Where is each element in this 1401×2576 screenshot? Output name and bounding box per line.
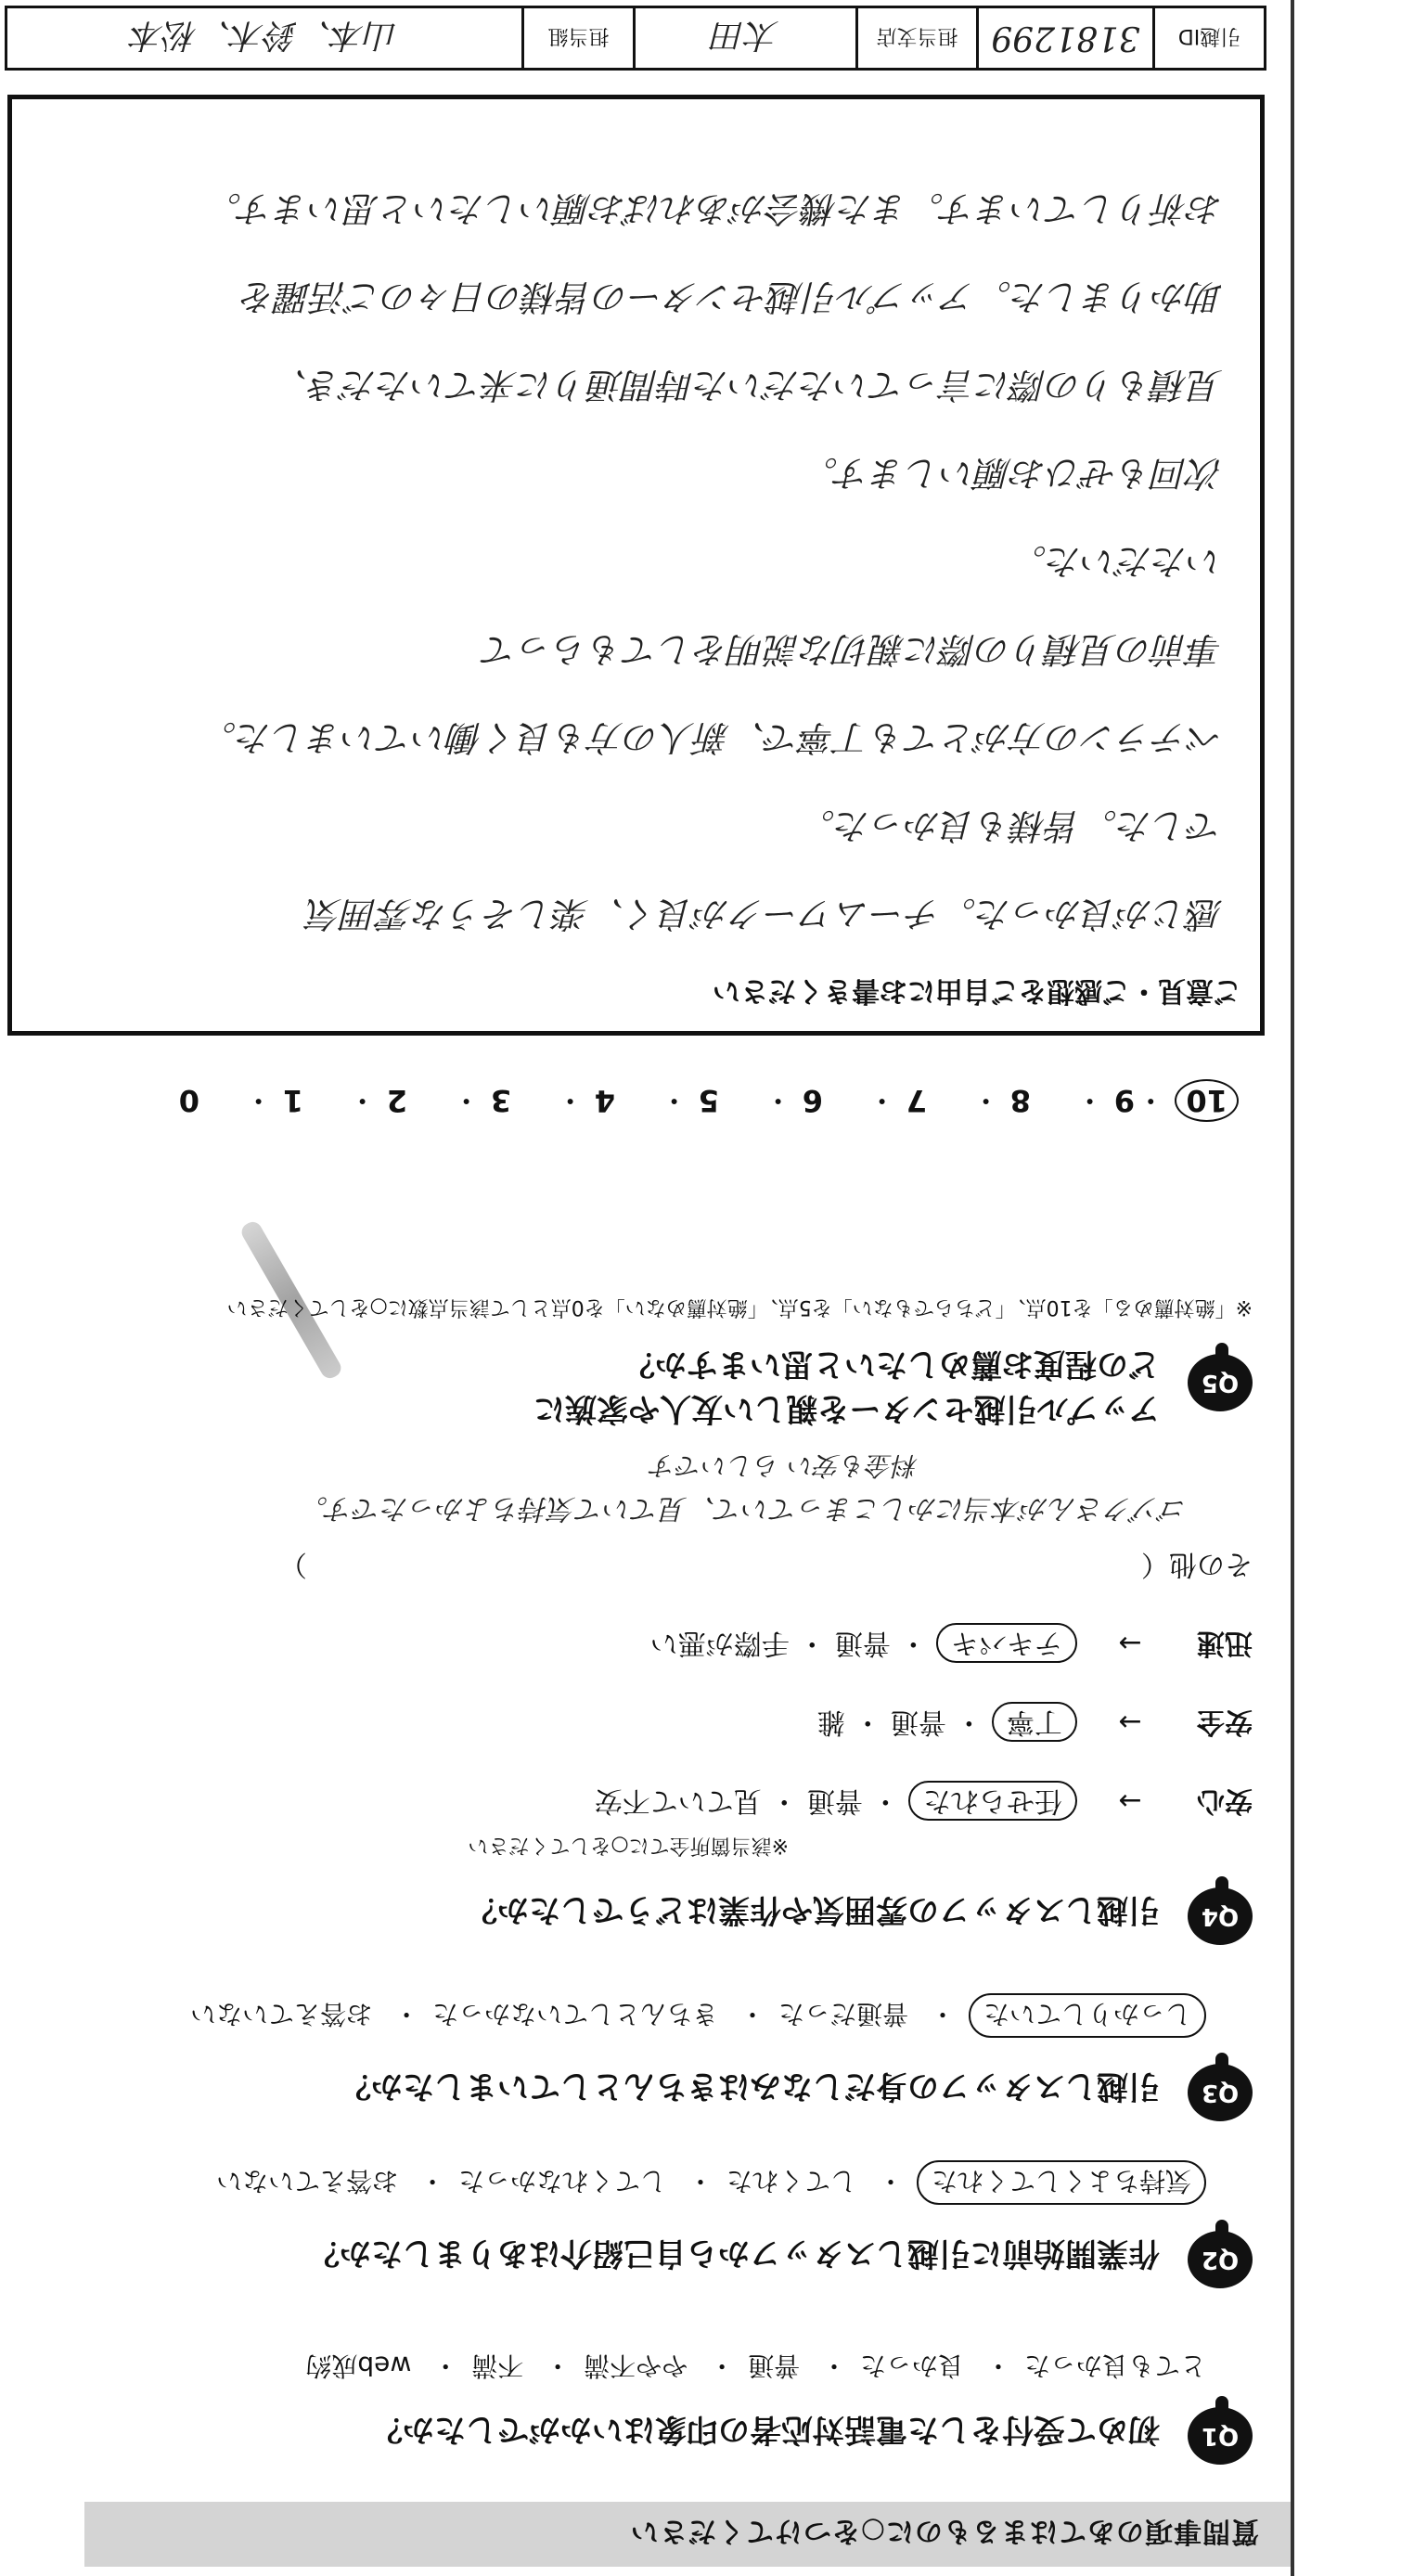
- q4-row-label: 安心: [1197, 1784, 1253, 1817]
- q4-option[interactable]: 普通: [806, 1784, 863, 1817]
- q5-text-line2: どの程度お薦めしたいと思いますか？: [623, 1346, 1160, 1383]
- q4-row-anzen: 安全 → 丁寧 ・ 普通 ・ 雑: [817, 1705, 1253, 1745]
- q1-option[interactable]: web成約: [305, 2351, 412, 2381]
- q1-option[interactable]: とても良かった: [1023, 2351, 1206, 2381]
- score-option[interactable]: 8: [1009, 1083, 1031, 1118]
- comment-line: いただいた。: [1010, 541, 1223, 582]
- instruction-text: 質問事項のあてはまるものに○をつけてください: [629, 2515, 1259, 2547]
- score-option[interactable]: 2: [386, 1083, 407, 1118]
- score-option[interactable]: 5: [698, 1083, 719, 1118]
- q4-option[interactable]: 手際が悪い: [649, 1627, 790, 1659]
- q4-option[interactable]: 普通: [834, 1627, 891, 1659]
- instruction-header: [84, 2502, 1291, 2567]
- q5-note: ※「絶対薦める」を10点、「どちらでもない」を5点、「絶対薦めない」を0点として該当点数に○をしてください: [226, 1295, 1253, 1319]
- comment-line: でした。皆様も良かった。: [799, 805, 1223, 846]
- comments-title: ご意見・ご感想をご自由にお書きください: [713, 974, 1241, 1007]
- left-border-line: [1291, 0, 1294, 2576]
- score-option[interactable]: 6: [802, 1083, 823, 1118]
- q4-option-selected[interactable]: テキパキ: [936, 1623, 1077, 1663]
- comment-line: 助かりました。アップル引越センターの皆様の日々のご活躍を: [240, 277, 1223, 317]
- q4-text: 引越しスタッフの雰囲気や作業はどうでしたか？: [466, 1891, 1160, 1928]
- branch-label: 担当支店: [855, 8, 976, 68]
- score-option[interactable]: 1: [282, 1083, 303, 1118]
- q3-option[interactable]: 普通だった: [778, 1999, 909, 2029]
- q2-options: 気持ちよくしてくれた・ してくれた・ してくれなかった・ お答えていない: [203, 2160, 1206, 2205]
- q4-other-label: その他（: [1141, 1548, 1253, 1580]
- q2-text: 作業開始前に引越しスタッフから自己紹介はありましたか？: [308, 2235, 1160, 2272]
- q3-option[interactable]: お答えていない: [190, 1999, 373, 2029]
- q4-note: ※該当箇所全てに○をしてください: [468, 1834, 789, 1857]
- branch-value: 太田: [633, 8, 855, 68]
- q4-option[interactable]: 雑: [816, 1706, 845, 1738]
- comment-line: お祈りしています。また機会があればお願いしたいと思います。: [206, 188, 1223, 229]
- comment-line: 感じが良かった。チームワークが良く、楽しそうな雰囲気: [306, 894, 1223, 934]
- q1-option[interactable]: 不満: [471, 2351, 524, 2381]
- q1-option[interactable]: 普通: [748, 2351, 801, 2381]
- q3-option-selected[interactable]: しっかりしていた: [969, 1993, 1206, 2038]
- q5-text-line1: アップル引越センターを親しい友人や家族に: [533, 1390, 1160, 1427]
- q3-badge: Q3: [1188, 2064, 1253, 2121]
- q2-option[interactable]: してくれた: [726, 2166, 857, 2196]
- q2-option-selected[interactable]: 気持ちよくしてくれた: [917, 2160, 1206, 2205]
- q1-badge: Q1: [1188, 2407, 1253, 2465]
- q4-badge: Q4: [1188, 1887, 1253, 1945]
- q5-badge: Q5: [1188, 1354, 1253, 1411]
- q2-option[interactable]: してくれなかった: [458, 2166, 667, 2196]
- q4-option[interactable]: 普通: [890, 1706, 946, 1738]
- score-option[interactable]: 7: [906, 1083, 927, 1118]
- q5-score-scale: 10 ・9 ・8 ・7 ・6 ・5 ・4 ・3 ・2 ・1 ・0: [96, 1081, 1239, 1124]
- q1-option[interactable]: やや不満: [584, 2351, 688, 2381]
- q1-options: とても良かった・ 良かった・ 普通・ やや不満・ 不満・ web成約: [292, 2349, 1206, 2386]
- q5-annotation: 料金も安い らしいです: [650, 1450, 919, 1481]
- q4-other-close: ）: [278, 1548, 307, 1580]
- q4-other: [279, 1547, 1253, 1588]
- q4-row-label: 安全: [1197, 1706, 1253, 1738]
- score-option[interactable]: 4: [594, 1083, 615, 1118]
- q3-option[interactable]: きちんとしていなかった: [432, 1999, 719, 2029]
- arrow-right-icon: →: [1118, 1784, 1142, 1817]
- q2-option[interactable]: お答えていない: [216, 2166, 399, 2196]
- q4-row-anshin: 安心 → 任せられた ・ 普通 ・ 見ていて不安: [595, 1784, 1253, 1824]
- q4-other-handwritten: ゴゾクさんが本当にかしこまっていて、見ていて気持ちよかったです。: [300, 1492, 1188, 1525]
- score-option[interactable]: 0: [178, 1083, 199, 1118]
- q4-option-selected[interactable]: 任せられた: [908, 1781, 1077, 1821]
- q4-option-selected[interactable]: 丁寧: [992, 1702, 1077, 1742]
- comment-line: 見積もりの際に言っていただいた時間通りに来ていただき、: [272, 365, 1223, 406]
- comments-box: [7, 95, 1265, 1036]
- score-selected[interactable]: 10: [1175, 1079, 1239, 1122]
- id-value: 3181299: [976, 8, 1152, 68]
- q2-badge: Q2: [1188, 2231, 1253, 2288]
- q3-options: しっかりしていた・ 普通だった・ きちんとしていなかった・ お答えていない: [177, 1993, 1206, 2038]
- team-value: 山本、鈴木、松本: [131, 16, 399, 55]
- comment-line: 事前の見積りの際に親切な説明をしてもらって: [482, 629, 1223, 670]
- q4-row-jinsoku: 迅速 → テキパキ ・ 普通 ・ 手際が悪い: [650, 1626, 1253, 1667]
- team-label: 担当組: [521, 8, 633, 68]
- q3-text: 引越しスタッフの身だしなみはきちんとしていましたか？: [340, 2067, 1160, 2105]
- comment-line: ベテランの方がとても丁寧で、新人の方も良く働いていました。: [200, 717, 1223, 758]
- score-option[interactable]: 3: [490, 1083, 511, 1118]
- score-option[interactable]: 9: [1113, 1083, 1135, 1118]
- arrow-right-icon: →: [1118, 1706, 1142, 1738]
- arrow-right-icon: →: [1118, 1627, 1142, 1659]
- q1-text: 初めて受付をした電話対応者の印象はいかがでしたか？: [371, 2411, 1160, 2448]
- q4-row-label: 迅速: [1197, 1627, 1253, 1659]
- q4-option[interactable]: 見ていて不安: [594, 1784, 762, 1817]
- id-table: [5, 6, 1266, 71]
- id-label: 引越ID: [1152, 8, 1264, 68]
- q1-option[interactable]: 良かった: [860, 2351, 965, 2381]
- comment-line: 次回もぜひお願いします。: [803, 453, 1223, 494]
